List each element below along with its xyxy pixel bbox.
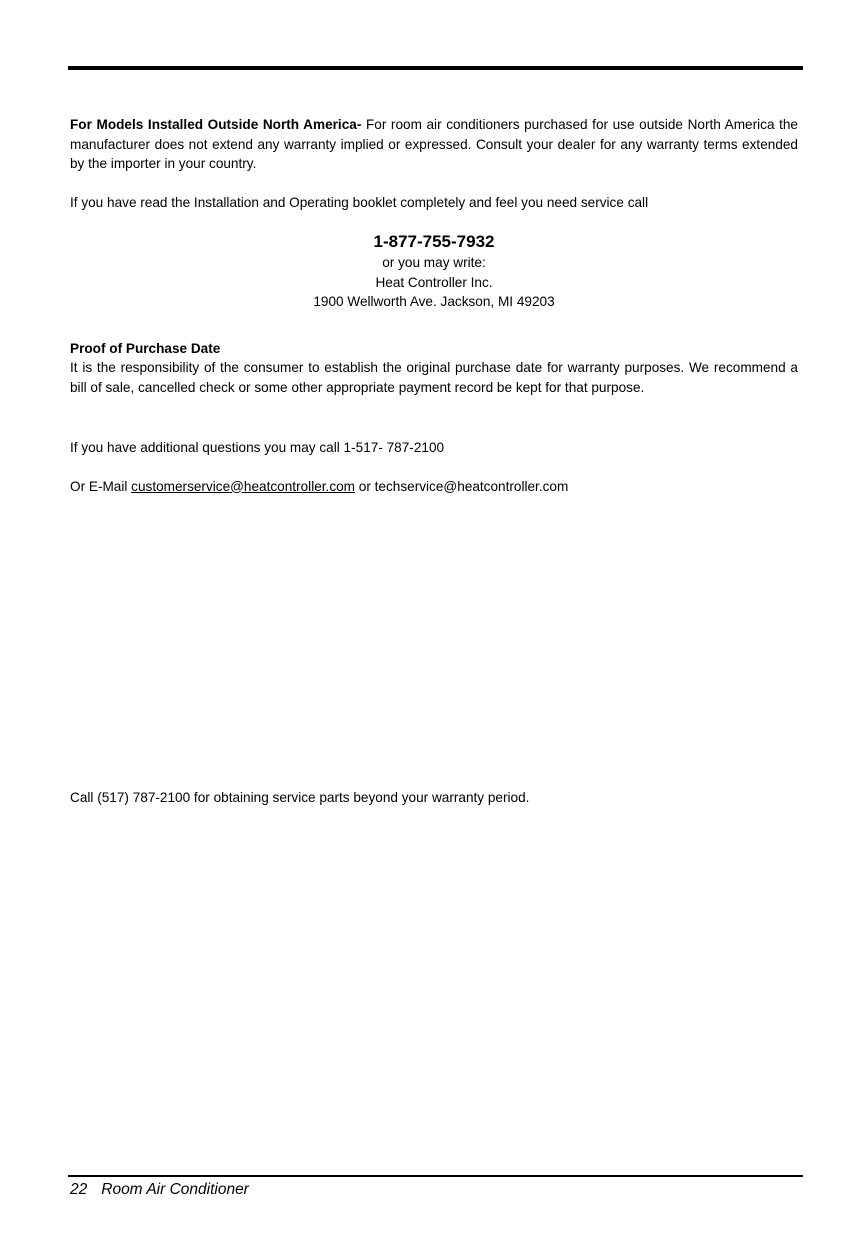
email-middle: or <box>355 478 375 494</box>
page-footer <box>70 1181 249 1199</box>
outside-na-paragraph <box>70 115 798 174</box>
outside-na-heading: For Models Installed Outside North America- <box>70 117 362 132</box>
questions-text: If you have additional questions you may call 1-517- 787-2100 <box>70 440 445 455</box>
tech-service-email: techservice@heatcontroller.com <box>374 478 569 494</box>
page-content <box>70 115 798 808</box>
bottom-rule <box>68 1175 803 1177</box>
footer-title: Room Air Conditioner <box>101 1181 249 1198</box>
service-phone: 1-877-755-7932 <box>373 232 495 251</box>
proof-text: It is the responsibility of the consumer to establish the original purchase date for warranty purposes. We recommend a bill of sale, cancelled check or some other appropriate payment record be kept for that purpose. <box>70 360 798 395</box>
company-address: 1900 Wellworth Ave. Jackson, MI 49203 <box>313 294 555 309</box>
or-write-text: or you may write: <box>382 255 486 270</box>
customer-service-email-link[interactable]: customerservice@heatcontroller.com <box>131 478 356 494</box>
service-parts-text: Call (517) 787-2100 for obtaining service parts beyond your warranty period. <box>70 790 530 805</box>
service-call-text: If you have read the Installation and Operating booklet completely and feel you need service call <box>70 194 649 210</box>
outside-na-text: For room air conditioners purchased for use outside North America the manufacturer does not extend any warranty implied or expressed. Consult your dealer for any warranty terms extended by the importer in your country. <box>70 117 798 171</box>
page-number: 22 <box>70 1181 88 1198</box>
proof-heading-text: Proof of Purchase Date <box>70 340 221 356</box>
email-line <box>70 477 798 497</box>
email-prefix: Or E-Mail <box>70 478 132 494</box>
proof-heading <box>70 339 798 359</box>
company-name: Heat Controller Inc. <box>375 274 493 290</box>
top-rule <box>68 66 803 70</box>
